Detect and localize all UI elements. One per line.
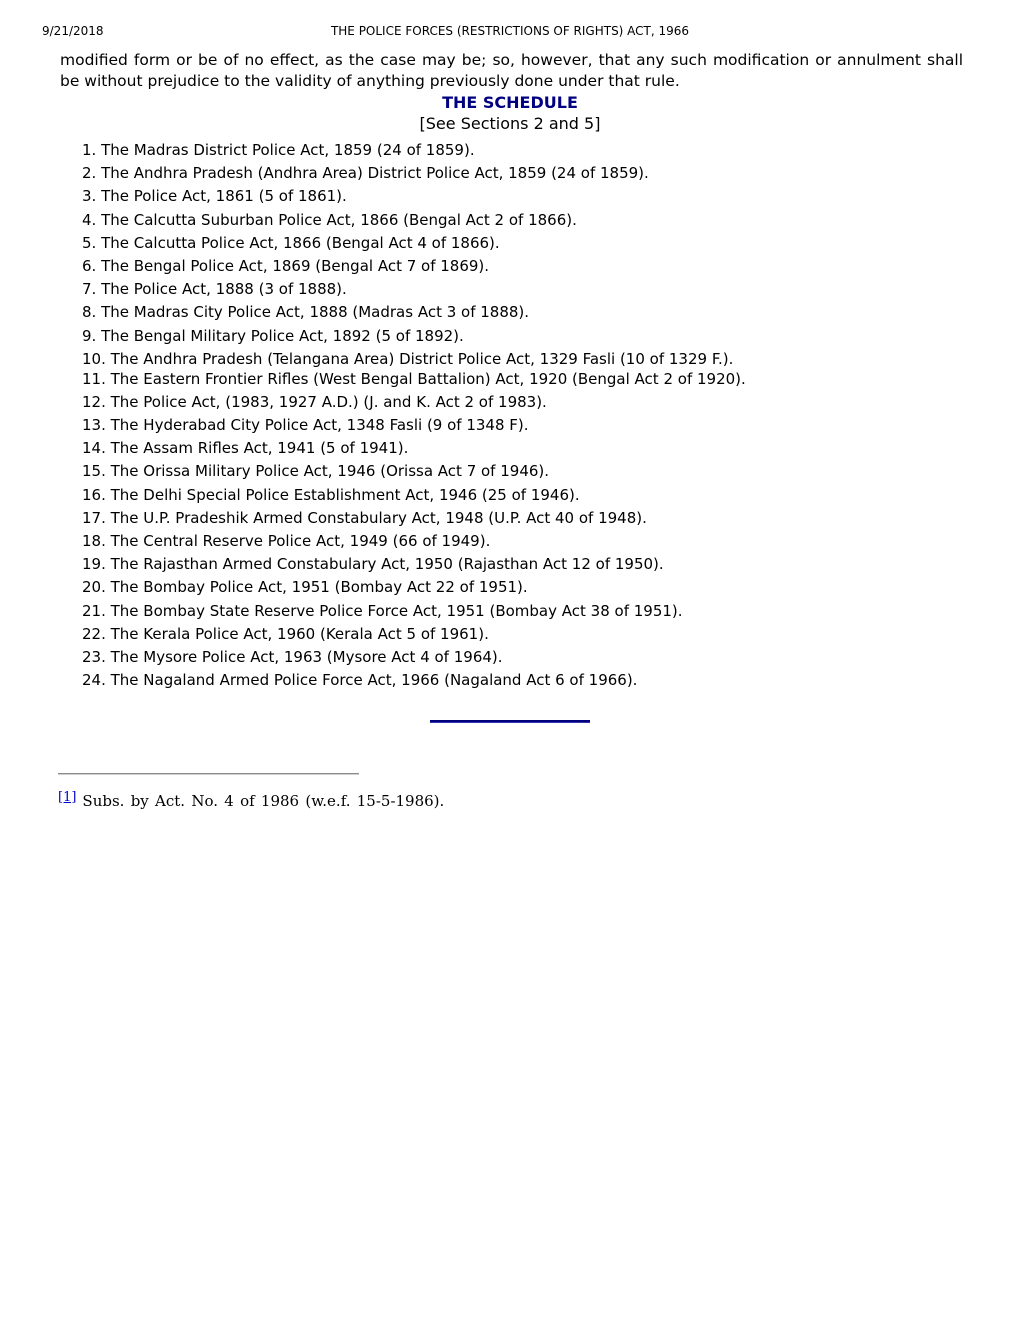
footnote bbox=[58, 788, 1020, 811]
schedule-list-item: 7. The Police Act, 1888 (3 of 1888). bbox=[82, 280, 347, 299]
schedule-heading: THE SCHEDULE bbox=[442, 93, 578, 112]
schedule-list-item: 2. The Andhra Pradesh (Andhra Area) District Police Act, 1859 (24 of 1859). bbox=[82, 164, 649, 183]
footnote-rule bbox=[58, 773, 359, 775]
schedule-list-item: 1. The Madras District Police Act, 1859 (24 of 1859). bbox=[82, 141, 475, 159]
schedule-list-item: 6. The Bengal Police Act, 1869 (Bengal Act 7 of 1869). bbox=[82, 256, 490, 275]
schedule-list-item: 8. The Madras City Police Act, 1888 (Madras Act 3 of 1888). bbox=[82, 303, 530, 322]
print-header bbox=[0, 0, 1020, 39]
center-rule bbox=[430, 720, 590, 723]
schedule-list-item: 21. The Bombay State Reserve Police Force Act, 1951 (Bombay Act 38 of 1951). bbox=[82, 601, 683, 620]
footnote-text: Subs. by Act. No. 4 of 1986 (w.e.f. 15-5-1986). bbox=[82, 792, 445, 811]
schedule-list-item: 20. The Bombay Police Act, 1951 (Bombay Act 22 of 1951). bbox=[82, 578, 528, 597]
print-date: 9/21/2018 bbox=[42, 24, 104, 38]
schedule-list-item: 15. The Orissa Military Police Act, 1946 (Orissa Act 7 of 1946). bbox=[82, 462, 550, 481]
schedule-list-item: 3. The Police Act, 1861 (5 of 1861). bbox=[82, 187, 347, 206]
schedule-list-item: 18. The Central Reserve Police Act, 1949 (66 of 1949). bbox=[82, 532, 491, 550]
schedule-subheading: [See Sections 2 and 5] bbox=[419, 114, 601, 133]
schedule-list-item: 22. The Kerala Police Act, 1960 (Kerala Act 5 of 1961). bbox=[82, 624, 489, 643]
schedule-list-item: 4. The Calcutta Suburban Police Act, 1866 (Bengal Act 2 of 1866). bbox=[82, 210, 577, 229]
schedule-list-item: 12. The Police Act, (1983, 1927 A.D.) (J. and K. Act 2 of 1983). bbox=[82, 392, 547, 411]
intro-paragraph: modified form or be of no effect, as the case may be; so, however, that any such modification or annulment shall be without prejudice to the validity of anything previously done under that rule. bbox=[60, 51, 963, 90]
schedule-list-item: 24. The Nagaland Armed Police Force Act, 1966 (Nagaland Act 6 of 1966). bbox=[82, 671, 638, 690]
schedule-list-item: 14. The Assam Rifles Act, 1941 (5 of 1941). bbox=[82, 439, 409, 458]
footnote-ref-link[interactable]: [1] bbox=[58, 790, 77, 806]
schedule-list-item: 10. The Andhra Pradesh (Telangana Area) District Police Act, 1329 Fasli (10 of 1329 F.). bbox=[82, 349, 734, 368]
schedule-list-item: 16. The Delhi Special Police Establishment Act, 1946 (25 of 1946). bbox=[82, 485, 580, 504]
schedule-list-item: 17. The U.P. Pradeshik Armed Constabulary Act, 1948 (U.P. Act 40 of 1948). bbox=[82, 508, 647, 527]
schedule-list bbox=[82, 140, 980, 690]
schedule-list-item: 19. The Rajasthan Armed Constabulary Act, 1950 (Rajasthan Act 12 of 1950). bbox=[82, 555, 664, 574]
schedule-list-item: 13. The Hyderabad City Police Act, 1348 Fasli (9 of 1348 F). bbox=[82, 416, 529, 435]
schedule-list-item: 5. The Calcutta Police Act, 1866 (Bengal Act 4 of 1866). bbox=[82, 233, 500, 252]
schedule-list-item: 23. The Mysore Police Act, 1963 (Mysore Act 4 of 1964). bbox=[82, 647, 503, 666]
document-title: THE POLICE FORCES (RESTRICTIONS OF RIGHTS) ACT, 1966 bbox=[330, 24, 690, 38]
schedule-list-item: 9. The Bengal Military Police Act, 1892 (5 of 1892). bbox=[82, 326, 464, 345]
schedule-list-item: 11. The Eastern Frontier Rifles (West Bengal Battalion) Act, 1920 (Bengal Act 2 of 1920). bbox=[82, 369, 746, 388]
